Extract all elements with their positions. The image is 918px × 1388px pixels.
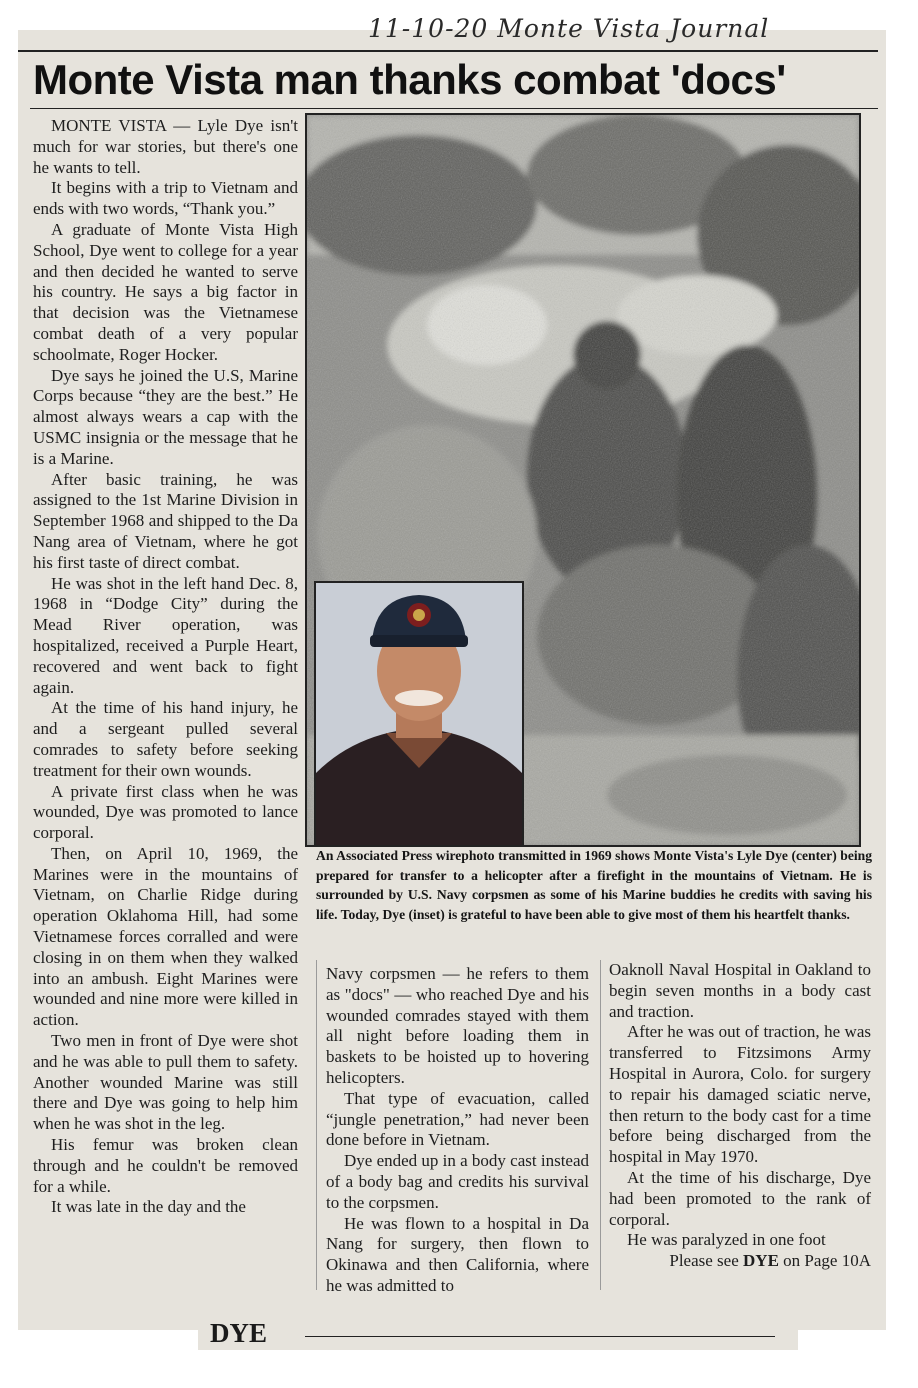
paragraph: It was late in the day and the bbox=[51, 1197, 246, 1217]
paragraph: A private first class when he was wounded, Dye was promoted to lance corporal. bbox=[33, 781, 298, 843]
headline-rule bbox=[30, 108, 878, 109]
paragraph: He was flown to a hospital in Da Nang for surgery, then flown to Okinawa and then California, where he was admitted to bbox=[326, 1213, 589, 1295]
paragraph: After he was out of traction, he was transferred to Fitzsimons Army Hospital in Aurora, Colo. for surgery to repair his damaged sciatic nerve, then return to the body cast for a time before being discharged from the hospital in May 1970. bbox=[609, 1022, 871, 1167]
article-column-2 bbox=[326, 964, 589, 1297]
clipping-bottom-tab bbox=[198, 1318, 798, 1350]
paragraph: Oaknoll Naval Hospital in Oakland to begin seven months in a body cast and traction. bbox=[609, 960, 871, 1021]
continuation-suffix: on Page 10A bbox=[778, 1251, 871, 1271]
column-divider-1 bbox=[316, 960, 317, 1290]
paragraph: Then, on April 10, 1969, the Marines were in the mountains of Vietnam, on Charlie Ridge during operation Oklahoma Hill, had some Vietnamese forces corralled and were closing in on them when they walked into an ambush. Eight Marines were wounded and nine more were killed in action. bbox=[33, 843, 298, 1030]
paragraph: A graduate of Monte Vista High School, Dye went to college for a year and then decided he wanted to serve his country. He says a big factor in that decision was the Vietnamese combat death of a very popular schoolmate, Roger Hocker. bbox=[33, 219, 298, 364]
paragraph: It begins with a trip to Vietnam and ends with two words, “Thank you.” bbox=[33, 178, 298, 219]
photo-caption: An Associated Press wirephoto transmitted in 1969 shows Monte Vista's Lyle Dye (center) being prepared for transfer to a helicopter after a firefight in the mountains of Vietnam. He is surrounded by U.S. Navy corpsmen as some of his Marine buddies he credits with saving his life. Today, Dye (inset) is grateful to have been able to give most of them his heartfelt thanks. bbox=[316, 848, 872, 922]
paragraph: Dye says he joined the U.S, Marine Corps because “they are the best.” He almost always wears a cap with the USMC insignia or the message that he is a Marine. bbox=[33, 365, 298, 468]
continuation-prefix: Please see bbox=[669, 1251, 744, 1271]
paragraph: Two men in front of Dye were shot and he was able to pull them to safety. Another wounded Marine was still there and Dye was going to help him when he was shot in the leg. bbox=[33, 1031, 298, 1134]
paragraph: He was shot in the left hand Dec. 8, 1968 in “Dodge City” during the Mead River operation, was hospitalized, received a Purple Heart, recovered and went back to fight again. bbox=[33, 573, 298, 697]
continuation-line bbox=[609, 1251, 871, 1272]
paragraph: After basic training, he was assigned to the 1st Marine Division in September 1968 and shipped to the Da Nang area of Vietnam, where he got his first taste of direct combat. bbox=[33, 469, 298, 572]
article-column-3 bbox=[609, 960, 871, 1272]
paragraph: He was paralyzed in one foot bbox=[627, 1230, 826, 1250]
paragraph: At the time of his discharge, Dye had been promoted to the rank of corporal. bbox=[609, 1167, 871, 1229]
paragraph: MONTE VISTA — Lyle Dye isn't much for war stories, but there's one he wants to tell. bbox=[33, 116, 298, 177]
inset-portrait-lyle-dye bbox=[314, 581, 524, 847]
continuation-keyword: DYE bbox=[743, 1251, 779, 1271]
column-divider-2 bbox=[600, 960, 601, 1290]
headline: Monte Vista man thanks combat 'docs' bbox=[33, 56, 786, 103]
paragraph: At the time of his hand injury, he and a sergeant pulled several comrades to safety before seeking treatment for their own wounds. bbox=[33, 698, 298, 780]
portrait-illustration bbox=[316, 583, 522, 845]
paragraph: His femur was broken clean through and he couldn't be removed for a while. bbox=[33, 1135, 298, 1196]
handwritten-date-note: 11-10-20 Monte Vista Journal bbox=[368, 14, 770, 43]
paragraph: Navy corpsmen — he refers to them as "docs" — who reached Dye and his wounded comrades stayed with them all night before loading them in baskets to be hoisted up to hovering helicopters. bbox=[326, 964, 589, 1087]
jump-header-rule bbox=[305, 1336, 775, 1337]
top-rule bbox=[18, 50, 878, 52]
jump-header: DYE bbox=[210, 1318, 268, 1348]
article-column-1 bbox=[33, 116, 298, 1218]
paragraph: That type of evacuation, called “jungle penetration,” had never been done before in Vietnam. bbox=[326, 1088, 589, 1150]
paragraph: Dye ended up in a body cast instead of a body bag and credits his survival to the corpsmen. bbox=[326, 1151, 590, 1212]
